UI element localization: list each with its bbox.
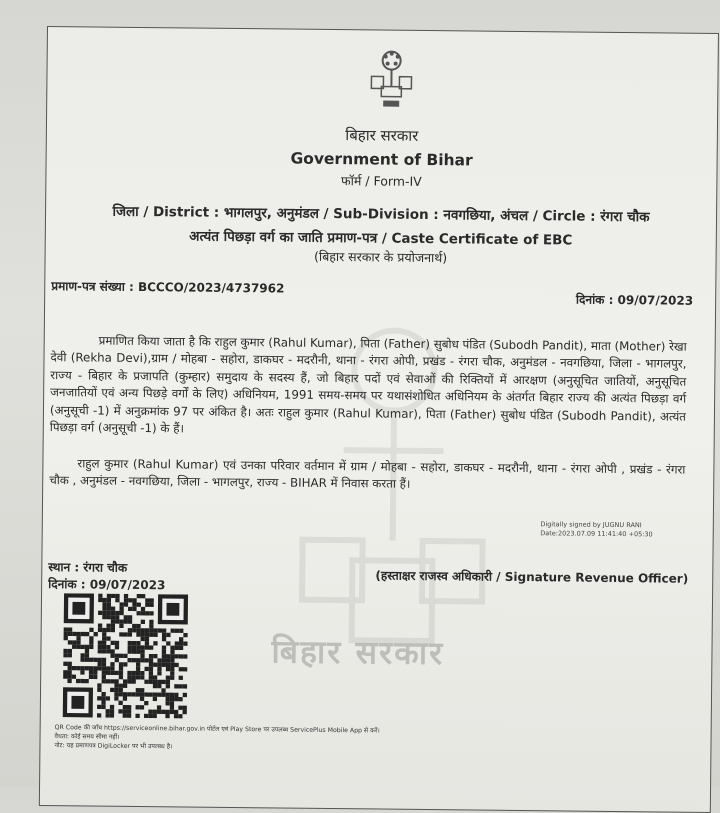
certificate-document: [39, 26, 719, 813]
residence-paragraph: राहुल कुमार (Rahul Kumar) एवं उनका परिवार वर्तमान में ग्राम / मोहबा - सहोरा, डाकघर - मदरौनी, थाना - रंगरा ओपी , प्रखंड - रंगरा चौक , अनुमंडल - नवगछिया, जिला - भागलपुर, राज्य - BIHAR में निवास करता हैं।: [49, 456, 686, 492]
digital-signer: Digitally signed by JUGNU RANI: [540, 520, 642, 530]
digital-signature-block: [540, 520, 653, 539]
district-line: जिला / District : भागलपुर, अनुमंडल / Sub-Division : नवगछिया, अंचल / Circle : रंगरा चौक: [112, 203, 650, 226]
footer-notes: [54, 723, 379, 753]
certificate-subtitle: (बिहार सरकार के प्रयोजनार्थ): [313, 248, 448, 266]
validity-note: वैधता: कोई समय सीमा नहीं।: [54, 733, 120, 741]
certificate-body-paragraph: प्रमाणित किया जाता है कि राहुल कुमार (Rahul Kumar), पिता (Father) सुबोध पंडित (Subodh Pandit), माता (Mother) रेखा देवी (Rekha Devi),ग्राम / मोहबा - सहोरा, डाकघर - मदरौनी, थाना - रंगरा ओपी, प्रखंड - रंगरा चौक, अनुमंडल - नवगछिया, जिला - भागलपुर, राज्य - बिहार के प्रजापति (कुम्हार) समुदाय के सदस्य हैं, जो बिहार पदों एवं सेवाओं की रिक्तियों में आरक्षण (अनुसूचित जातियों, अनुसूचित जनजातियों एवं अन्य पिछड़े वर्गों के लिए) अधिनियम, 1991 समय-समय पर यथासंशोधित अधिनियम के अंतर्गत बिहार राज्य की अत्यंत पिछड़ा वर्ग (अनुसूची -1) में अनुक्रमांक 97 पर अंकित है। अतः राहुल कुमार (Rahul Kumar), पिता (Father) सुबोध पंडित (Subodh Pandit), अत्यंत पिछड़ा वर्ग (अनुसूची -1) के हैं।: [49, 333, 687, 436]
header-english-title: Government of Bihar: [290, 149, 473, 170]
form-label: फॉर्म / Form-IV: [340, 173, 422, 189]
qr-code-icon: [61, 593, 190, 718]
watermark-text: बिहार सरकार: [271, 632, 445, 673]
certificate-title: अत्यंत पिछड़ा वर्ग का जाति प्रमाण-पत्र / Caste Certificate of EBC: [189, 228, 573, 249]
place-date-block: [48, 559, 166, 594]
certificate-number: प्रमाण-पत्र संख्या : BCCCO/2023/4737962: [51, 279, 285, 296]
digital-sign-date: Date:2023.07.09 11:41:40 +05:30: [540, 529, 653, 539]
header-hindi-title: बिहार सरकार: [345, 126, 419, 145]
place-label: स्थान : रंगरा चौक: [48, 560, 128, 575]
issue-date: दिनांक : 09/07/2023: [575, 292, 694, 308]
bihar-emblem-icon: [365, 46, 418, 111]
qr-verify-note: QR Code की जाँच https://serviceonline.bihar.gov.in पोर्टल एवं Play Store पर उपलब्ध ServicePlus Mobile App से करें।: [54, 724, 380, 735]
signature-label: (हस्ताक्षर राजस्व अधिकारी / Signature Revenue Officer): [375, 568, 689, 586]
footer-date: दिनांक : 09/07/2023: [48, 577, 166, 593]
digilocker-note: नोट: यह प्रमाणपत्र DigiLocker पर भी उपलब्ध है।: [54, 742, 173, 751]
